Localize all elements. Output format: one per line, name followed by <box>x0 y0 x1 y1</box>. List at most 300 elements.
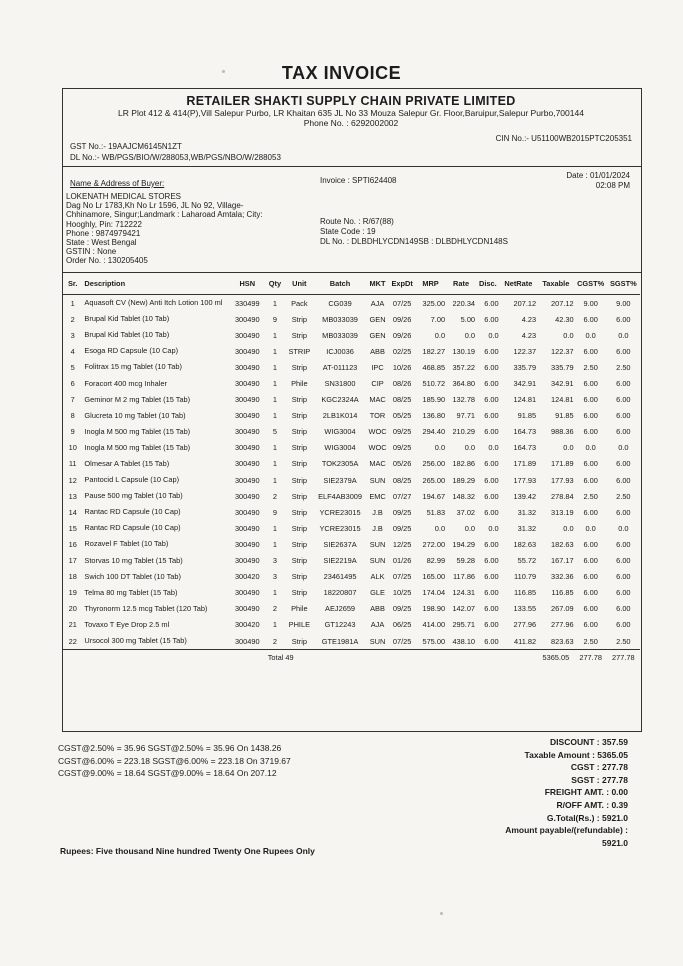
summary-payable-label: Amount payable/(refundable) : <box>505 825 628 836</box>
row-expdt: 08/25 <box>392 395 412 405</box>
table-row <box>62 311 640 327</box>
row-sgst: 6.00 <box>616 314 631 324</box>
row-sgst: 6.00 <box>616 346 631 356</box>
row-unit: Strip <box>291 411 307 421</box>
row-description: Olmesar A Tablet (15 Tab) <box>84 458 170 468</box>
row-sr: 8 <box>70 411 75 421</box>
row-netrate: 342.91 <box>513 379 537 389</box>
row-netrate: 55.72 <box>517 556 537 566</box>
table-row <box>62 424 640 440</box>
row-sr: 2 <box>70 314 75 324</box>
row-mrp: 198.90 <box>422 604 446 614</box>
row-unit: Strip <box>291 314 307 324</box>
row-rate: 438.10 <box>452 636 476 646</box>
row-taxable: 116.85 <box>551 588 574 598</box>
row-unit: Strip <box>291 443 307 453</box>
row-mkt: AJA <box>370 620 385 630</box>
row-sr: 18 <box>68 572 77 582</box>
row-rate: 0.0 <box>464 523 476 533</box>
row-batch: SIE2637A <box>323 539 357 549</box>
row-rate: 182.86 <box>452 459 476 469</box>
row-hsn: 300490 <box>234 604 260 614</box>
row-qty: 3 <box>272 556 277 566</box>
row-cgst: 2.50 <box>583 362 598 372</box>
summary-roff: R/OFF AMT. : 0.39 <box>556 799 628 810</box>
company-address <box>62 108 640 128</box>
row-rate: 132.78 <box>452 395 476 405</box>
table-header-row <box>62 272 640 295</box>
row-description: Rozavel F Tablet (10 Tab) <box>84 539 169 549</box>
row-hsn: 300420 <box>234 572 260 582</box>
row-unit: Strip <box>291 523 307 533</box>
row-sgst: 6.00 <box>616 427 631 437</box>
row-sr: 1 <box>70 298 75 308</box>
table-row <box>62 569 640 585</box>
row-disc: 6.00 <box>484 588 499 598</box>
row-rate: 148.32 <box>452 491 476 501</box>
row-batch: ICJ0036 <box>326 346 354 356</box>
row-batch: AEJ2659 <box>325 604 356 614</box>
buyer-line: LOKENATH MEDICAL STORES <box>66 192 181 201</box>
row-hsn: 300490 <box>234 556 260 566</box>
row-disc: 6.00 <box>484 572 499 582</box>
row-disc: 6.00 <box>484 556 499 566</box>
route-number: Route No. : R/67(88) <box>320 217 394 226</box>
header-divider <box>62 166 642 167</box>
row-batch: YCRE23015 <box>319 507 361 517</box>
row-qty: 1 <box>272 443 277 453</box>
col-expdt: ExpDt <box>389 272 415 295</box>
invoice-summary <box>400 736 628 849</box>
row-mrp: 294.40 <box>422 427 446 437</box>
row-expdt: 09/25 <box>392 427 412 437</box>
row-cgst: 6.00 <box>583 475 598 485</box>
row-disc: 6.00 <box>484 298 499 308</box>
row-sr: 17 <box>68 556 77 566</box>
row-taxable: 0.0 <box>563 523 574 533</box>
row-sgst: 2.50 <box>616 636 631 646</box>
row-unit: Strip <box>291 539 307 549</box>
summary-gtotal: G.Total(Rs.) : 5921.0 <box>546 812 628 823</box>
row-unit: Strip <box>291 395 307 405</box>
invoice-date: Date : 01/01/2024 <box>566 171 630 180</box>
row-mkt: AJA <box>370 298 385 308</box>
row-taxable: 122.37 <box>550 346 574 356</box>
tax-breakup-line: CGST@9.00% = 18.64 SGST@9.00% = 18.64 On 207.12 <box>58 768 277 779</box>
row-netrate: 335.79 <box>513 362 537 372</box>
row-cgst: 6.00 <box>583 314 598 324</box>
summary-sgst: SGST : 277.78 <box>571 774 628 785</box>
row-rate: 130.19 <box>452 346 476 356</box>
row-qty: 1 <box>272 523 277 533</box>
row-taxable: 42.30 <box>555 314 574 324</box>
table-row <box>62 633 640 650</box>
row-batch: 23461495 <box>323 572 357 582</box>
row-netrate: 133.55 <box>513 604 537 614</box>
row-batch: GTE1981A <box>321 636 359 646</box>
row-description: Glucreta 10 mg Tablet (10 Tab) <box>84 410 186 420</box>
state-code: State Code : 19 <box>320 227 376 236</box>
invoice-number: Invoice : SPTI624408 <box>320 176 397 185</box>
row-batch: YCRE23015 <box>319 523 361 533</box>
row-description: Storvas 10 mg Tablet (15 Tab) <box>84 555 183 565</box>
row-unit: Strip <box>291 475 307 485</box>
row-sr: 19 <box>68 588 77 598</box>
row-mkt: J.B <box>372 507 383 517</box>
row-qty: 2 <box>272 604 277 614</box>
row-disc: 0.0 <box>488 330 499 340</box>
row-hsn: 300490 <box>234 427 260 437</box>
row-description: Telma 80 mg Tablet (15 Tab) <box>84 587 178 597</box>
row-taxable: 988.36 <box>550 427 574 437</box>
row-qty: 1 <box>272 379 277 389</box>
row-sgst: 6.00 <box>616 572 631 582</box>
row-sr: 5 <box>70 362 75 372</box>
row-description: Swich 100 DT Tablet (10 Tab) <box>84 571 181 581</box>
row-netrate: 91.85 <box>517 411 537 421</box>
row-hsn: 300490 <box>234 379 260 389</box>
col-mrp: MRP <box>415 272 446 295</box>
row-qty: 3 <box>272 572 277 582</box>
row-unit: STRIP <box>288 346 311 356</box>
row-mkt: ALK <box>370 572 385 582</box>
col-description: Description <box>83 272 229 295</box>
row-taxable: 267.09 <box>550 604 574 614</box>
table-row <box>62 601 640 617</box>
row-taxable: 182.63 <box>550 539 574 549</box>
row-sgst: 2.50 <box>616 362 631 372</box>
row-expdt: 07/25 <box>392 636 412 646</box>
row-netrate: 277.96 <box>513 620 537 630</box>
row-mrp: 0.0 <box>434 443 446 453</box>
row-sr: 13 <box>68 491 77 501</box>
table-row <box>62 504 640 520</box>
row-sr: 20 <box>68 604 77 614</box>
row-mrp: 0.0 <box>434 523 446 533</box>
row-sr: 4 <box>70 346 75 356</box>
row-sgst: 6.00 <box>616 411 631 421</box>
row-sgst: 6.00 <box>616 379 631 389</box>
tax-breakup-line: CGST@2.50% = 35.96 SGST@2.50% = 35.96 On 1438.26 <box>58 743 282 753</box>
row-expdt: 08/26 <box>392 379 412 389</box>
row-description: Rantac RD Capsule (10 Cap) <box>84 507 181 517</box>
row-cgst: 0.0 <box>585 523 596 533</box>
row-mrp: 414.00 <box>422 620 446 630</box>
row-mrp: 82.99 <box>426 556 446 566</box>
row-description: Inogla M 500 mg Tablet (15 Tab) <box>84 426 191 436</box>
row-hsn: 300490 <box>234 395 260 405</box>
row-sr: 9 <box>70 427 75 437</box>
row-disc: 6.00 <box>484 620 499 630</box>
row-qty: 9 <box>272 507 277 517</box>
row-mkt: TOR <box>369 411 386 421</box>
row-unit: Strip <box>291 491 307 501</box>
col-disc: Disc. <box>476 272 500 295</box>
row-taxable: 342.91 <box>550 379 574 389</box>
row-hsn: 300490 <box>234 475 260 485</box>
row-rate: 37.02 <box>456 507 476 517</box>
buyer-line: Dag No Lr 1783,Kh No Lr 1596, JL No 92, Village- <box>66 201 244 211</box>
row-cgst: 0.0 <box>585 330 596 340</box>
table-row <box>62 617 640 633</box>
row-rate: 142.07 <box>452 604 476 614</box>
col-cgst: CGST% <box>575 272 607 295</box>
row-mrp: 325.00 <box>422 298 446 308</box>
row-cgst: 6.00 <box>583 572 598 582</box>
table-row <box>62 359 640 375</box>
row-mkt: SUN <box>369 636 386 646</box>
row-sr: 22 <box>68 636 77 646</box>
row-sgst: 6.00 <box>616 588 631 598</box>
table-bottom-border <box>62 731 642 732</box>
row-expdt: 10/25 <box>392 588 412 598</box>
row-unit: Strip <box>291 636 307 646</box>
row-qty: 5 <box>272 427 277 437</box>
row-netrate: 164.73 <box>513 427 537 437</box>
buyer-heading: Name & Address of Buyer: <box>70 179 165 188</box>
row-disc: 6.00 <box>484 379 499 389</box>
row-qty: 1 <box>272 588 277 598</box>
row-netrate: 31.32 <box>517 523 537 533</box>
col-taxable: Taxable <box>537 272 574 295</box>
row-taxable: 335.79 <box>550 362 574 372</box>
buyer-block <box>66 192 316 266</box>
row-sr: 7 <box>70 395 75 405</box>
row-mkt: GLE <box>370 588 385 598</box>
row-mrp: 510.72 <box>422 379 446 389</box>
row-disc: 6.00 <box>484 604 499 614</box>
row-rate: 117.86 <box>452 572 476 582</box>
row-mkt: MAC <box>369 459 386 469</box>
row-rate: 295.71 <box>452 620 476 630</box>
row-sgst: 6.00 <box>616 620 631 630</box>
cin-number: CIN No.:- U51100WB2015PTC205351 <box>495 134 632 143</box>
summary-payable-value: 5921.0 <box>602 837 628 848</box>
row-taxable: 0.0 <box>563 330 574 340</box>
row-sgst: 0.0 <box>618 523 629 533</box>
row-cgst: 9.00 <box>583 298 598 308</box>
row-mkt: SUN <box>369 556 386 566</box>
table-row <box>62 553 640 569</box>
row-cgst: 6.00 <box>583 507 598 517</box>
row-sr: 16 <box>68 539 77 549</box>
buyer-line: Phone : 9874979421 <box>66 228 141 238</box>
row-qty: 1 <box>272 298 277 308</box>
row-sr: 3 <box>70 330 75 340</box>
row-unit: Strip <box>291 459 307 469</box>
row-netrate: 31.32 <box>517 507 537 517</box>
row-taxable: 313.19 <box>550 507 574 517</box>
row-sgst: 6.00 <box>616 475 631 485</box>
row-hsn: 300420 <box>234 620 260 630</box>
col-sr: Sr. <box>62 272 83 295</box>
table-total-row <box>62 650 640 666</box>
row-unit: Pack <box>291 298 308 308</box>
row-expdt: 12/25 <box>392 539 412 549</box>
row-hsn: 300490 <box>234 411 260 421</box>
row-batch: 2LB1K014 <box>322 411 358 421</box>
dl-number: DL No.:- WB/PGS/BIO/W/288053,WB/PGS/NBO/W/288053 <box>70 153 281 162</box>
tax-breakup-line: CGST@6.00% = 223.18 SGST@6.00% = 223.18 On 3719.67 <box>58 755 291 766</box>
row-sgst: 9.00 <box>616 298 631 308</box>
row-expdt: 09/26 <box>392 330 412 340</box>
paper-mark <box>440 912 443 915</box>
row-sr: 14 <box>68 507 77 517</box>
table-row <box>62 536 640 552</box>
row-qty: 1 <box>272 475 277 485</box>
row-description: Brupal Kid Tablet (10 Tab) <box>84 314 170 324</box>
row-hsn: 300490 <box>234 443 260 453</box>
total-cgst: 277.78 <box>575 650 607 666</box>
row-taxable: 177.93 <box>550 475 574 485</box>
row-disc: 6.00 <box>484 362 499 372</box>
row-cgst: 6.00 <box>583 346 598 356</box>
row-mrp: 165.00 <box>422 572 446 582</box>
row-mrp: 182.27 <box>422 346 446 356</box>
col-netrate: NetRate <box>500 272 537 295</box>
row-batch: MB033039 <box>322 330 358 340</box>
row-sgst: 0.0 <box>618 443 629 453</box>
table-row <box>62 440 640 456</box>
row-mrp: 468.85 <box>422 362 446 372</box>
row-description: Pantocid L Capsule (10 Cap) <box>84 475 180 485</box>
row-batch: ELF4AB3009 <box>318 491 363 501</box>
row-netrate: 116.85 <box>514 588 537 598</box>
row-qty: 1 <box>272 346 277 356</box>
row-unit: Strip <box>291 362 307 372</box>
row-disc: 6.00 <box>484 539 499 549</box>
row-mrp: 265.00 <box>422 475 446 485</box>
row-taxable: 167.17 <box>550 556 574 566</box>
row-netrate: 122.37 <box>513 346 537 356</box>
row-taxable: 823.63 <box>550 636 574 646</box>
row-disc: 6.00 <box>484 636 499 646</box>
row-rate: 189.29 <box>452 475 476 485</box>
row-hsn: 300490 <box>234 539 260 549</box>
row-sr: 11 <box>68 459 77 469</box>
row-rate: 59.28 <box>456 556 476 566</box>
row-taxable: 124.81 <box>550 395 574 405</box>
row-netrate: 139.42 <box>513 491 537 501</box>
row-qty: 1 <box>272 395 277 405</box>
row-netrate: 411.82 <box>514 636 537 646</box>
row-taxable: 171.89 <box>550 459 574 469</box>
row-mrp: 0.0 <box>434 330 446 340</box>
row-mrp: 194.67 <box>422 491 446 501</box>
row-expdt: 05/25 <box>392 411 412 421</box>
tax-breakup <box>58 742 291 780</box>
row-expdt: 09/26 <box>392 314 412 324</box>
table-row <box>62 408 640 424</box>
table-row <box>62 392 640 408</box>
col-mkt: MKT <box>366 272 390 295</box>
row-description: Tovaxo T Eye Drop 2.5 ml <box>84 619 170 629</box>
row-expdt: 10/26 <box>392 362 412 372</box>
row-cgst: 6.00 <box>583 427 598 437</box>
row-mkt: ABB <box>370 346 385 356</box>
row-sgst: 0.0 <box>618 330 629 340</box>
row-unit: Strip <box>291 427 307 437</box>
row-sr: 10 <box>68 443 77 453</box>
row-qty: 1 <box>272 362 277 372</box>
amount-in-words: Rupees: Five thousand Nine hundred Twenty One Rupees Only <box>60 846 315 856</box>
summary-discount: DISCOUNT : 357.59 <box>550 737 628 747</box>
summary-taxable: Taxable Amount : 5365.05 <box>524 749 628 760</box>
row-disc: 6.00 <box>484 411 499 421</box>
row-taxable: 277.96 <box>550 620 574 630</box>
row-disc: 0.0 <box>488 443 499 453</box>
company-name: RETAILER SHAKTI SUPPLY CHAIN PRIVATE LIMITED <box>186 94 516 108</box>
col-sgst: SGST% <box>607 272 640 295</box>
row-sr: 12 <box>68 475 77 485</box>
row-cgst: 0.0 <box>585 443 596 453</box>
row-taxable: 91.85 <box>555 411 574 421</box>
row-cgst: 6.00 <box>583 620 598 630</box>
row-hsn: 300490 <box>234 330 260 340</box>
row-netrate: 4.23 <box>521 330 537 340</box>
row-qty: 1 <box>272 330 277 340</box>
row-sr: 15 <box>68 523 77 533</box>
row-batch: CG039 <box>328 298 352 308</box>
row-sgst: 6.00 <box>616 507 631 517</box>
buyer-line: Order No. : 130205405 <box>66 256 148 266</box>
row-mrp: 136.80 <box>422 411 446 421</box>
row-rate: 97.71 <box>456 411 476 421</box>
row-expdt: 08/25 <box>392 475 412 485</box>
row-mkt: ABB <box>370 604 385 614</box>
buyer-dl-number: DL No. : DLBDHLYCDN149SB : DLBDHLYCDN148S <box>320 237 508 246</box>
row-batch: WIG3004 <box>324 427 356 437</box>
total-qty: 49 <box>284 650 314 666</box>
row-qty: 1 <box>272 620 277 630</box>
row-description: Geminor M 2 mg Tablet (15 Tab) <box>84 394 191 404</box>
row-unit: Strip <box>291 572 307 582</box>
row-batch: MB033039 <box>322 314 358 324</box>
row-cgst: 6.00 <box>583 539 598 549</box>
row-mkt: J.B <box>372 523 383 533</box>
table-row <box>62 472 640 488</box>
row-disc: 6.00 <box>484 475 499 485</box>
row-mrp: 51.83 <box>426 507 446 517</box>
row-description: Thyronorm 12.5 mcg Tablet (120 Tab) <box>84 603 208 613</box>
row-batch: GT12243 <box>324 620 356 630</box>
row-unit: Strip <box>291 507 307 517</box>
row-mkt: GEN <box>369 314 386 324</box>
company-phone: Phone No. : 6292002002 <box>303 118 399 128</box>
row-rate: 357.22 <box>452 362 476 372</box>
row-disc: 6.00 <box>484 395 499 405</box>
row-rate: 124.31 <box>452 588 476 598</box>
row-description: Pause 500 mg Tablet (10 Tab) <box>84 491 183 501</box>
row-rate: 364.80 <box>452 379 476 389</box>
buyer-line: State : West Bengal <box>66 238 137 248</box>
row-mkt: SUN <box>369 475 386 485</box>
row-qty: 1 <box>272 459 277 469</box>
row-batch: 18220807 <box>323 588 357 598</box>
row-expdt: 05/26 <box>392 459 412 469</box>
row-batch: WIG3004 <box>324 443 356 453</box>
row-cgst: 6.00 <box>583 411 598 421</box>
row-disc: 6.00 <box>484 491 499 501</box>
row-taxable: 207.12 <box>550 298 574 308</box>
row-batch: AT-011123 <box>322 362 358 372</box>
row-hsn: 300490 <box>234 491 260 501</box>
row-netrate: 110.79 <box>514 572 537 582</box>
row-mkt: CIP <box>371 379 384 389</box>
row-cgst: 6.00 <box>583 459 598 469</box>
total-label: Total <box>265 650 284 666</box>
row-netrate: 171.89 <box>513 459 537 469</box>
